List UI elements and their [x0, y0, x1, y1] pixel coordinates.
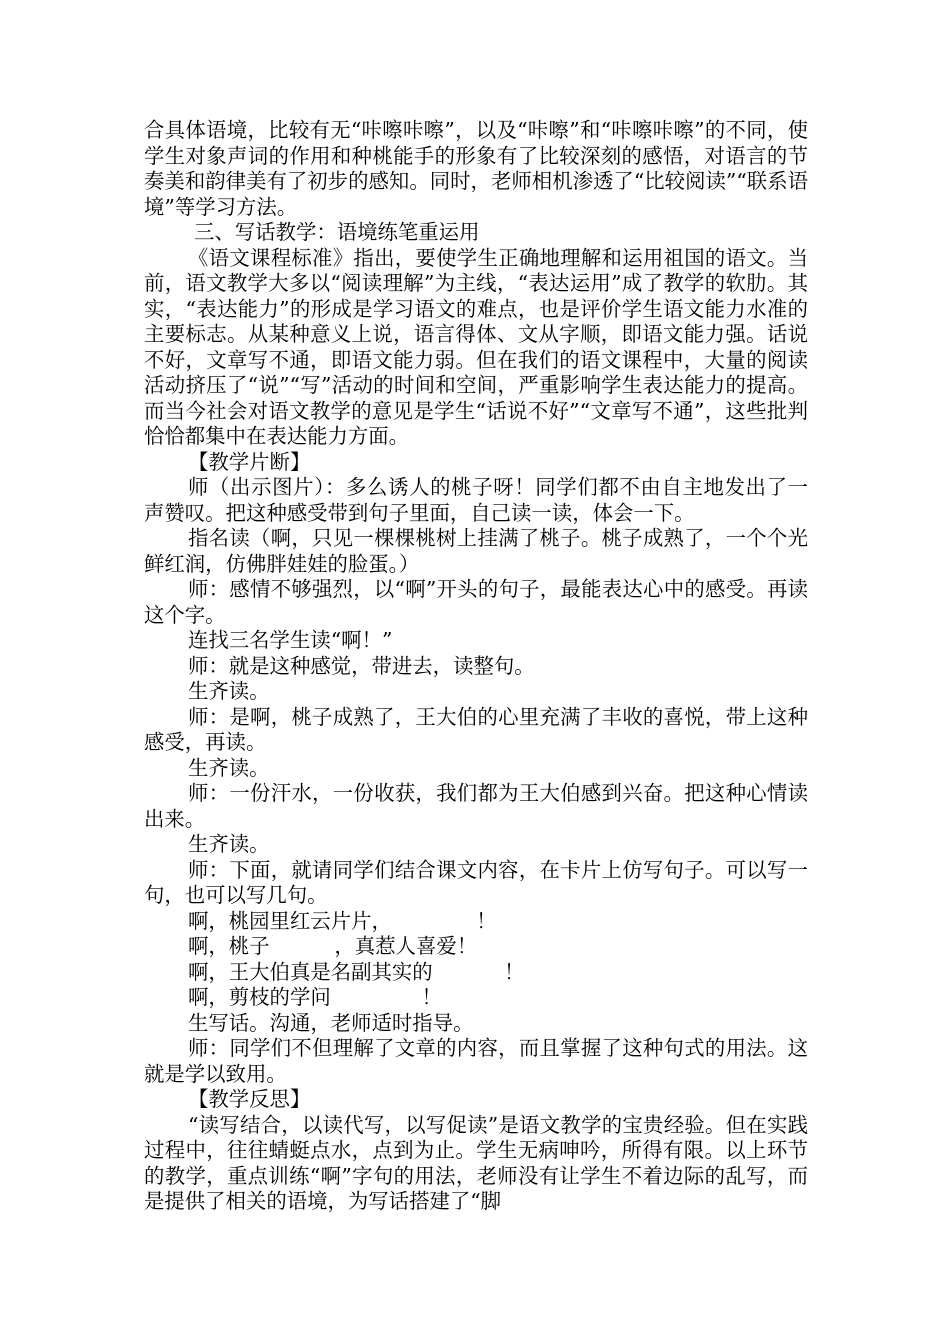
paragraph-reflection-body: “读写结合，以读代写，以写促读”是语文教学的宝贵经验。但在实践过程中，往往蜻蜓点水，点到为止。学生无病呻吟，所得有限。以上环节的教学，重点训练“啊”字句的用法，老师没有让学生不着边际的乱写，而是提供了相关的语境，为写话搭建了“脚: [144, 1112, 808, 1213]
paragraph-teacher-read-whole: 师：就是这种感觉，带进去，读整句。: [188, 653, 535, 678]
paragraph-students-read-3: 生齐读。: [188, 832, 270, 856]
heading-teaching-reflection: 【教学反思】: [188, 1087, 311, 1111]
heading-teaching-excerpt: 【教学片断】: [188, 449, 311, 474]
paragraph-teacher-apply: 师：同学们不但理解了文章的内容，而且掌握了这种句式的用法。这就是学以致用。: [144, 1036, 808, 1086]
section-heading-writing-teaching: 三、写话教学：语境练笔重运用: [194, 220, 480, 244]
paragraph-teacher-shows-picture: 师（出示图片）：多么诱人的桃子呀！同学们都不由自主地发出了一声赞叹。把这种感受带到句子里面，自己读一读，体会一下。: [144, 475, 808, 525]
paragraph-students-read-2: 生齐读。: [188, 755, 270, 780]
exercise-sentence-3: 啊，王大伯真是名副其实的 ！: [188, 959, 525, 984]
paragraph-teacher-harvest: 师：是啊，桃子成熟了，王大伯的心里充满了丰收的喜悦，带上这种感受，再读。: [144, 704, 808, 754]
paragraph-students-write: 生写话。沟通，老师适时指导。: [188, 1010, 474, 1035]
paragraph-teacher-sweat: 师：一份汗水，一份收获，我们都为王大伯感到兴奋。把这种心情读出来。: [144, 781, 808, 831]
paragraph-students-read-1: 生齐读。: [188, 679, 270, 703]
paragraph-three-students: 连找三名学生读“啊！”: [188, 628, 393, 652]
paragraph-curriculum-standard: 《语文课程标准》指出，要使学生正确地理解和运用祖国的语文。当前，语文教学大多以“阅读理解”为主线，“表达运用”成了教学的软肋。其实，“表达能力”的形成是学习语文的难点，也是评价学生语文能力水准的主要标志。从某种意义上说，语言得体、文从字顺，即语文能力强。话说不好，文章写不通，即语文能力弱。但在我们的语文课程中，大量的阅读活动挤压了“说”“写”活动的时间和空间，严重影响学生表达能力的提高。而当今社会对语文教学的意见是学生“话说不好”“文章写不通”，这些批判恰恰都集中在表达能力方面。: [144, 245, 808, 448]
paragraph-body-continuation: 合具体语境，比较有无“咔嚓咔嚓”，以及“咔嚓”和“咔嚓咔嚓”的不同，使学生对象声词的作用和种桃能手的形象有了比较深刻的感悟，对语言的节奏美和韵律美有了初步的感知。同时，老师相机渗透了“比较阅读”“联系语境”等学习方法。: [144, 118, 808, 219]
exercise-sentence-1: 啊，桃园里红云片片， ！: [188, 908, 497, 933]
document-page: [144, 118, 808, 1215]
paragraph-named-reading: 指名读（啊，只见一棵棵桃树上挂满了桃子。桃子成熟了，一个个光鲜红润，仿佛胖娃娃的脸蛋。）: [144, 526, 808, 576]
paragraph-teacher-feeling: 师：感情不够强烈，以“啊”开头的句子，最能表达心中的感受。再读这个字。: [144, 577, 808, 627]
exercise-sentence-2: 啊，桃子 ，真惹人喜爱！: [188, 934, 478, 958]
paragraph-teacher-write-cards: 师：下面，就请同学们结合课文内容，在卡片上仿写句子。可以写一句，也可以写几句。: [144, 857, 808, 907]
exercise-sentence-4: 啊，剪枝的学问 ！: [188, 985, 442, 1009]
